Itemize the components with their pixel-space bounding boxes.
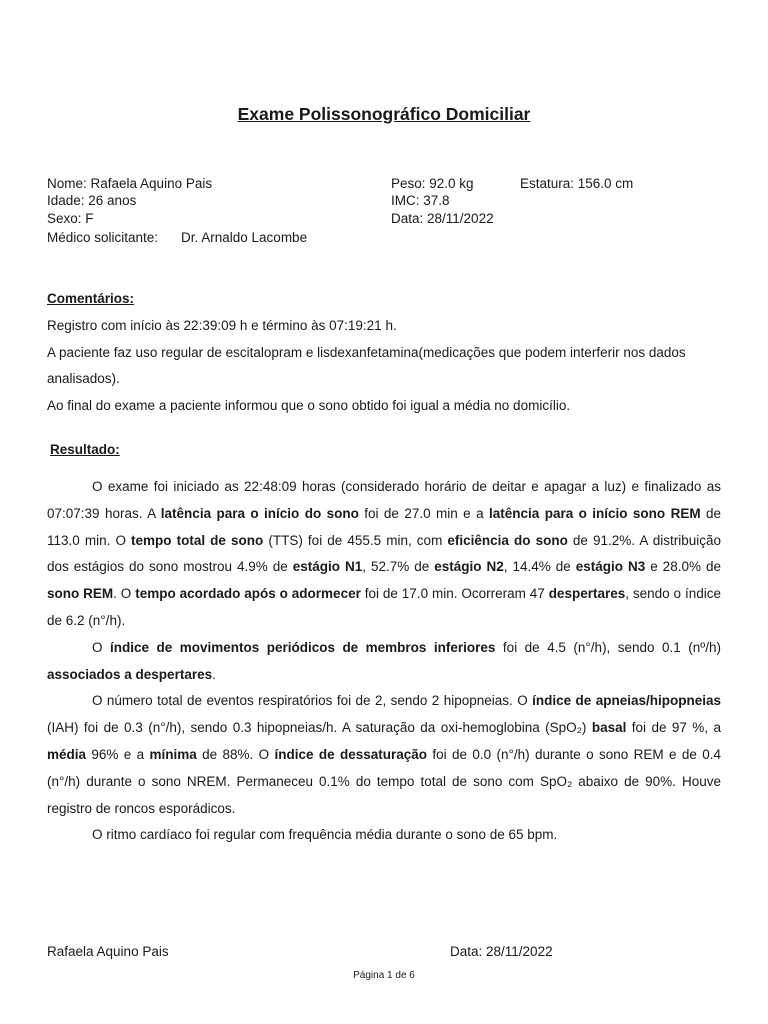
comments-heading: Comentários: (47, 291, 135, 306)
patient-name: Nome: Rafaela Aquino Pais (47, 176, 213, 191)
patient-age: Idade: 26 anos (47, 193, 137, 208)
patient-sex: Sexo: F (47, 211, 94, 226)
requesting-doctor-label: Médico solicitante: (47, 230, 159, 245)
footer-patient-name: Rafaela Aquino Pais (47, 944, 169, 959)
patient-weight: Peso: 92.0 kg (391, 176, 474, 191)
result-paragraph-respiratory: O número total de eventos respiratórios foi de 2, sendo 2 hipopneias. O índice de apneias/hipopneias (IAH) foi de 0.3 (n°/h), sendo 0.3 hipopneias/h. A saturação da oxi-hemoglobina (SpO₂) basal foi de 97 %, a média 96% e a mínima de 88%. O índice de dessaturação foi de 0.0 (n°/h) durante o sono REM e de 0.4 (n°/h) durante o sono NREM. Permaneceu 0.1% do tempo total de sono com SpO₂ abaixo de 90%. Houve registro de roncos esporádicos. (47, 693, 721, 816)
result-heading: Resultado: (50, 442, 120, 457)
result-paragraph-cardiac: O ritmo cardíaco foi regular com frequência média durante o sono de 65 bpm. (92, 827, 558, 843)
patient-bmi: IMC: 37.8 (391, 193, 450, 208)
comment-line: Registro com início às 22:39:09 h e término às 07:19:21 h. (47, 318, 397, 333)
result-paragraph-limb-movements: O índice de movimentos periódicos de membros inferiores foi de 4.5 (n°/h), sendo 0.1 (nº/h) associados a despertares. (47, 639, 721, 682)
patient-height: Estatura: 156.0 cm (520, 176, 634, 191)
document-title: Exame Polissonográfico Domiciliar (237, 104, 531, 124)
exam-date: Data: 28/11/2022 (391, 211, 494, 226)
comments-body (47, 313, 727, 419)
requesting-doctor-name: Dr. Arnaldo Lacombe (181, 230, 308, 245)
result-body (47, 474, 721, 849)
comment-line: A paciente faz uso regular de escitalopram e lisdexanfetamina(medicações que podem interferir nos dados analisados). (47, 344, 686, 386)
result-paragraph-sleep: O exame foi iniciado as 22:48:09 horas (considerado horário de deitar e apagar a luz) e finalizado as 07:07:39 horas. A latência para o início do sono foi de 27.0 min e a latência para o início sono REM de 113.0 min. O tempo total de sono (TTS) foi de 455.5 min, com eficiência do sono de 91.2%. A distribuição dos estágios do sono mostrou 4.9% de estágio N1, 52.7% de estágio N2, 14.4% de estágio N3 e 28.0% de sono REM. O tempo acordado após o adormecer foi de 17.0 min. Ocorreram 47 despertares, sendo o índice de 6.2 (n°/h). (47, 479, 722, 628)
footer-date: Data: 28/11/2022 (450, 944, 553, 959)
page-number: Página 1 de 6 (353, 970, 415, 981)
comment-line: Ao final do exame a paciente informou que o sono obtido foi igual a média no domicílio. (47, 397, 571, 413)
